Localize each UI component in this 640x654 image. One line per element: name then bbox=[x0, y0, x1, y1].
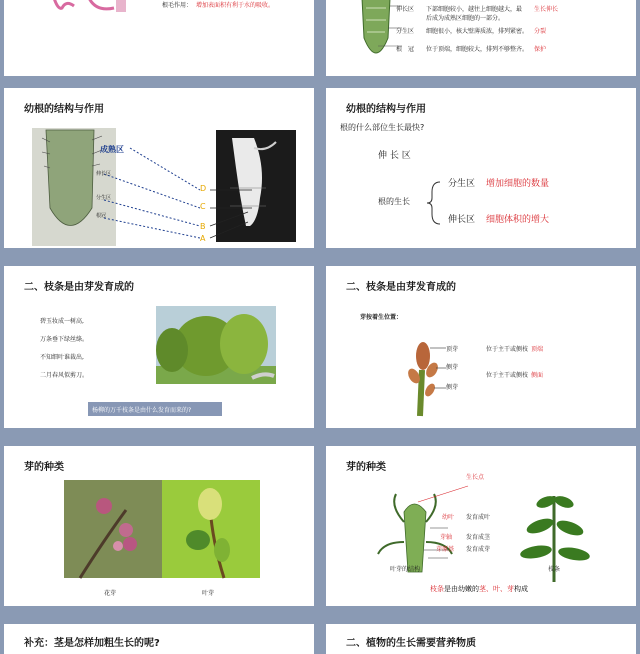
terminal-position-prefix: 位于主干或侧枝 bbox=[486, 346, 529, 353]
zone-elongation-fn: 生长伸长 bbox=[534, 6, 559, 13]
root-growth-label: 根的生长 bbox=[378, 197, 410, 206]
branch-meristem-fn: 增加细胞的数量 bbox=[486, 179, 550, 189]
branch-elongation-fn: 细胞体积的增大 bbox=[486, 215, 550, 225]
slide-plant-nutrients[interactable] bbox=[326, 624, 636, 654]
summary-a: 枝条 bbox=[430, 585, 444, 593]
growth-question: 根的什么部位生长最快? bbox=[340, 123, 425, 132]
slide-young-root-structure[interactable] bbox=[4, 88, 314, 248]
leaf-bud-photo bbox=[162, 480, 260, 578]
slide-title: 芽的种类 bbox=[24, 462, 64, 473]
zone-meristem-desc: 细胞很小，核大壁薄质浓，排列紧密。 bbox=[426, 28, 529, 35]
part-young-leaf: 幼叶 bbox=[442, 514, 455, 521]
terminal-position-red: 顶端 bbox=[531, 346, 544, 353]
slide-root-zones[interactable] bbox=[326, 0, 636, 76]
slide-title: 幼根的结构与作用 bbox=[346, 104, 426, 115]
bud-twig-illustration bbox=[396, 320, 446, 420]
bud-label-terminal: 顶芽 bbox=[446, 346, 459, 353]
growth-answer: 伸 长 区 bbox=[378, 151, 411, 161]
part-bud-primordium-to: 发育成芽 bbox=[466, 546, 491, 553]
bud-label-lateral-1: 侧芽 bbox=[446, 364, 459, 371]
poem-line-2: 万条垂下绿丝绦。 bbox=[40, 336, 89, 343]
lateral-position-red: 侧面 bbox=[531, 372, 544, 379]
slide-title: 二、植物的生长需要营养物质 bbox=[346, 638, 476, 649]
summary-line bbox=[430, 584, 528, 594]
slide-root-hair[interactable] bbox=[4, 0, 314, 76]
diagram-label-meristem: 分生区 bbox=[96, 195, 112, 201]
slide-title: 补充：茎是怎样加粗生长的呢? bbox=[24, 638, 160, 649]
bud-structure-caption: 叶芽的结构 bbox=[390, 566, 421, 573]
brace-icon bbox=[424, 178, 444, 228]
zone-meristem: 分生区 bbox=[396, 28, 415, 35]
question-text: 杨柳的万千枝条是由什么发育而来的? bbox=[92, 407, 192, 414]
zone-label-mature: 成熟区 bbox=[100, 145, 124, 154]
summary-d: 构成 bbox=[514, 585, 528, 593]
slide-title: 二、枝条是由芽发育成的 bbox=[346, 282, 456, 293]
zone-elongation: 伸长区 bbox=[396, 6, 415, 13]
part-young-leaf-to: 发育成叶 bbox=[466, 514, 491, 521]
branch-meristem: 分生区 bbox=[448, 179, 476, 189]
lateral-position-prefix: 位于主干或侧枝 bbox=[486, 372, 529, 379]
diagram-label-rootcap: 根冠 bbox=[96, 213, 107, 219]
root-hair-illustration bbox=[44, 0, 134, 38]
caption-leaf-bud: 叶芽 bbox=[202, 590, 215, 597]
letter-c: C bbox=[200, 202, 206, 211]
part-bud-axis: 芽轴 bbox=[440, 534, 453, 541]
slide-branch-from-bud[interactable] bbox=[4, 266, 314, 428]
poem-line-1: 碧玉妆成一树高, bbox=[40, 318, 84, 325]
zone-rootcap-fn: 保护 bbox=[534, 46, 547, 53]
summary-c: 茎、叶、芽 bbox=[479, 585, 514, 593]
letter-a: A bbox=[200, 234, 206, 243]
branch-caption: 枝条 bbox=[548, 566, 561, 573]
growth-point-label: 生长点 bbox=[466, 474, 485, 481]
slide-title: 二、枝条是由芽发育成的 bbox=[24, 282, 134, 293]
zone-elongation-desc2: 后成为成熟区细胞的一部分。 bbox=[426, 15, 505, 22]
slide-bud-structure[interactable] bbox=[326, 446, 636, 606]
slide-title: 幼根的结构与作用 bbox=[24, 104, 104, 115]
summary-b: 是由幼嫩的 bbox=[444, 585, 479, 593]
zone-rootcap-desc: 位于顶端，细胞较大，排列不够整齐。 bbox=[426, 46, 529, 53]
slide-stem-thickening[interactable] bbox=[4, 624, 314, 654]
poem-line-3: 不知细叶谁裁出, bbox=[40, 354, 84, 361]
zone-meristem-fn: 分裂 bbox=[534, 28, 547, 35]
root-hair-function: 增加表面积有利于水的吸收。 bbox=[196, 2, 275, 9]
letter-b: B bbox=[200, 222, 206, 231]
branch-elongation: 伸长区 bbox=[448, 215, 476, 225]
slide-title: 芽的种类 bbox=[346, 462, 386, 473]
root-diagram bbox=[4, 108, 314, 248]
slide-bud-position[interactable] bbox=[326, 266, 636, 428]
part-bud-axis-to: 发育成茎 bbox=[466, 534, 491, 541]
poem-line-4: 二月春风似剪刀。 bbox=[40, 372, 89, 379]
letter-d: D bbox=[200, 184, 207, 193]
question-box bbox=[88, 402, 222, 416]
slide-root-growth[interactable] bbox=[326, 88, 636, 248]
root-tip-illustration bbox=[356, 0, 396, 70]
slide-bud-types-photos[interactable] bbox=[4, 446, 314, 606]
caption-flower-bud: 花芽 bbox=[104, 590, 117, 597]
zone-elongation-desc: 下部细胞较小，越往上细胞越大，最 bbox=[426, 6, 523, 13]
zone-rootcap: 根 冠 bbox=[396, 46, 415, 53]
diagram-label-elongation: 伸长区 bbox=[96, 171, 112, 177]
root-hair-label: 根毛作用： bbox=[162, 2, 193, 9]
part-bud-primordium: 芽原基 bbox=[436, 546, 455, 553]
flower-bud-photo bbox=[64, 480, 162, 578]
willow-photo bbox=[156, 306, 276, 384]
bud-position-subtitle: 芽按着生位置： bbox=[360, 314, 403, 321]
bud-label-lateral-2: 侧芽 bbox=[446, 384, 459, 391]
